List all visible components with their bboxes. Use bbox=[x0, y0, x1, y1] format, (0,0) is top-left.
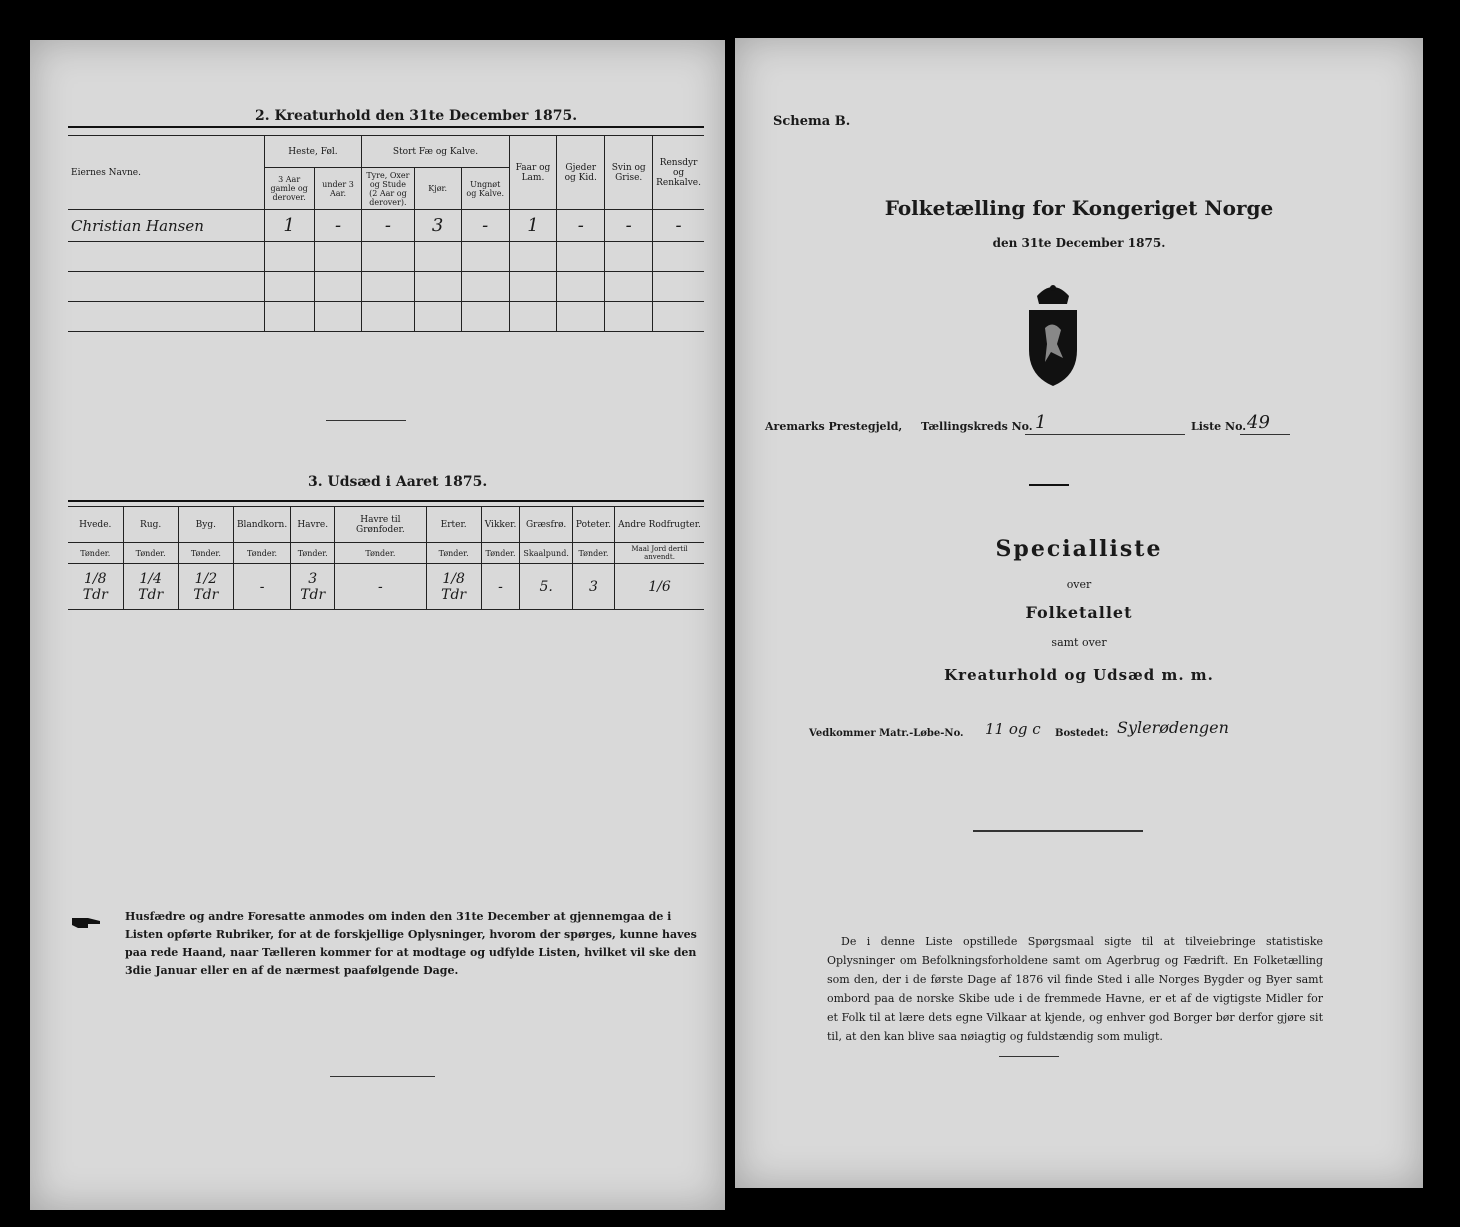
header-heste: Heste, Føl. bbox=[264, 136, 362, 168]
unit: Tønder. bbox=[572, 543, 614, 564]
matr-label: Vedkommer Matr.-Løbe-No. bbox=[809, 728, 964, 739]
header-graesfro: Græsfrø. bbox=[520, 507, 573, 543]
bosted-label: Bostedet: bbox=[1055, 728, 1109, 739]
table-row bbox=[68, 210, 704, 242]
left-page bbox=[30, 40, 725, 1210]
header-vikker: Vikker. bbox=[481, 507, 520, 543]
unit: Tønder. bbox=[335, 543, 426, 564]
cell: 1/6 bbox=[615, 564, 704, 610]
cell: - bbox=[557, 210, 605, 242]
header-faar: Faar og Lam. bbox=[509, 136, 556, 210]
fill-line bbox=[1025, 434, 1185, 435]
table-row bbox=[68, 564, 704, 610]
separator bbox=[330, 1076, 435, 1077]
section2-title: 2. Kreaturhold den 31te December 1875. bbox=[255, 108, 578, 124]
norway-crest-icon bbox=[1023, 282, 1083, 388]
unit: Tønder. bbox=[123, 543, 178, 564]
cell: 1/8 Tdr bbox=[426, 564, 481, 610]
udsaed-table bbox=[68, 506, 704, 610]
cell: - bbox=[605, 210, 653, 242]
divider bbox=[68, 126, 704, 128]
separator bbox=[1029, 484, 1069, 486]
prestegjeld-label: Aremarks Prestegjeld, bbox=[765, 420, 903, 433]
header-svin: Svin og Grise. bbox=[605, 136, 653, 210]
notice-text: Husfædre og andre Foresatte anmodes om inden den 31te December at gjennemgaa de i Listen opførte Rubriker, for at de forskjellige Oplysninger, hvorom der spørges, kunne haves paa rede Haand, naar Tælleren kommer for at modtage og udfylde Listen, hvilket vil ske den 3die Januar eller en af de nærmest paafølgende Dage. bbox=[125, 910, 697, 977]
header-stort-b: Kjør. bbox=[414, 168, 461, 210]
kreaturhold-heading: Kreaturhold og Udsæd m. m. bbox=[944, 666, 1214, 684]
header-heste-a: 3 Aar gamle og derover. bbox=[264, 168, 314, 210]
header-stort-c: Ungnøt og Kalve. bbox=[461, 168, 509, 210]
cell: 1/4 Tdr bbox=[123, 564, 178, 610]
cell: - bbox=[461, 210, 509, 242]
cell: 3 bbox=[414, 210, 461, 242]
pointing-hand-icon bbox=[70, 912, 102, 932]
cell: - bbox=[481, 564, 520, 610]
intro-paragraph: De i denne Liste opstillede Spørgsmaal sigte til at tilveiebringe statistiske Oplysninger om Befolkningsforholdene samt om Agerbrug og Fædrift. En Folketælling som den, der i de første Dage af 1876 vil finde Sted i alle Norges Bygder og Byer samt ombord paa de norske Skibe ude i de fremmede Havne, er et af de vigtigste Midler for et Folk til at lære dets egne Vilkaar at kjende, og enhver god Borger bør derfor gjøre sit til, at den kan blive saa nøiagtig og fuldstændig som muligt. bbox=[827, 935, 1323, 1043]
table-row bbox=[68, 272, 704, 302]
header-rug: Rug. bbox=[123, 507, 178, 543]
main-title: Folketælling for Kongeriget Norge bbox=[884, 196, 1274, 220]
unit: Tønder. bbox=[178, 543, 233, 564]
separator bbox=[999, 1056, 1059, 1057]
owner-name: Christian Hansen bbox=[68, 210, 264, 242]
header-poteter: Poteter. bbox=[572, 507, 614, 543]
over-text: over bbox=[1066, 578, 1092, 591]
table-row bbox=[68, 302, 704, 332]
fill-line bbox=[1240, 434, 1290, 435]
cell: - bbox=[362, 210, 414, 242]
header-havre: Havre. bbox=[291, 507, 335, 543]
census-date: den 31te December 1875. bbox=[992, 236, 1166, 250]
header-stort-a: Tyre, Oxer og Stude (2 Aar og derover). bbox=[362, 168, 414, 210]
kreds-value: 1 bbox=[1035, 412, 1047, 433]
unit: Tønder. bbox=[426, 543, 481, 564]
header-stort: Stort Fæ og Kalve. bbox=[362, 136, 509, 168]
unit: Tønder. bbox=[233, 543, 290, 564]
separator bbox=[973, 830, 1143, 832]
unit: Tønder. bbox=[68, 543, 123, 564]
header-rensdyr: Rensdyr og Renkalve. bbox=[653, 136, 704, 210]
matr-value: 11 og c bbox=[985, 720, 1041, 738]
header-hvede: Hvede. bbox=[68, 507, 123, 543]
header-andre: Andre Rodfrugter. bbox=[615, 507, 704, 543]
unit: Maal Jord dertil anvendt. bbox=[615, 543, 704, 564]
cell: - bbox=[314, 210, 362, 242]
cell: - bbox=[653, 210, 704, 242]
section3-title: 3. Udsæd i Aaret 1875. bbox=[308, 474, 488, 490]
cell: 3 bbox=[572, 564, 614, 610]
divider bbox=[68, 500, 704, 502]
liste-value: 49 bbox=[1247, 412, 1270, 433]
liste-label: Liste No. bbox=[1191, 420, 1247, 433]
header-blandkorn: Blandkorn. bbox=[233, 507, 290, 543]
right-page bbox=[735, 38, 1423, 1188]
unit: Tønder. bbox=[481, 543, 520, 564]
folketallet-heading: Folketallet bbox=[1025, 603, 1133, 622]
cell: 1 bbox=[509, 210, 556, 242]
samt-over-text: samt over bbox=[1051, 636, 1107, 649]
cell: 1/2 Tdr bbox=[178, 564, 233, 610]
cell: 5. bbox=[520, 564, 573, 610]
header-byg: Byg. bbox=[178, 507, 233, 543]
cell: 1 bbox=[264, 210, 314, 242]
header-erter: Erter. bbox=[426, 507, 481, 543]
kreds-label: Tællingskreds No. bbox=[921, 420, 1033, 433]
header-heste-b: under 3 Aar. bbox=[314, 168, 362, 210]
separator bbox=[326, 420, 406, 421]
schema-label: Schema B. bbox=[773, 114, 851, 129]
header-owner: Eiernes Navne. bbox=[68, 136, 264, 210]
cell: 1/8 Tdr bbox=[68, 564, 123, 610]
header-havre-gronfoder: Havre til Grønfoder. bbox=[335, 507, 426, 543]
table-row bbox=[68, 242, 704, 272]
specialliste-heading: Specialliste bbox=[995, 536, 1163, 562]
cell: 3 Tdr bbox=[291, 564, 335, 610]
cell: - bbox=[335, 564, 426, 610]
kreaturhold-table bbox=[68, 135, 704, 332]
bosted-value: Sylerødengen bbox=[1117, 718, 1229, 737]
header-gjeder: Gjeder og Kid. bbox=[557, 136, 605, 210]
unit: Tønder. bbox=[291, 543, 335, 564]
cell: - bbox=[233, 564, 290, 610]
unit: Skaalpund. bbox=[520, 543, 573, 564]
